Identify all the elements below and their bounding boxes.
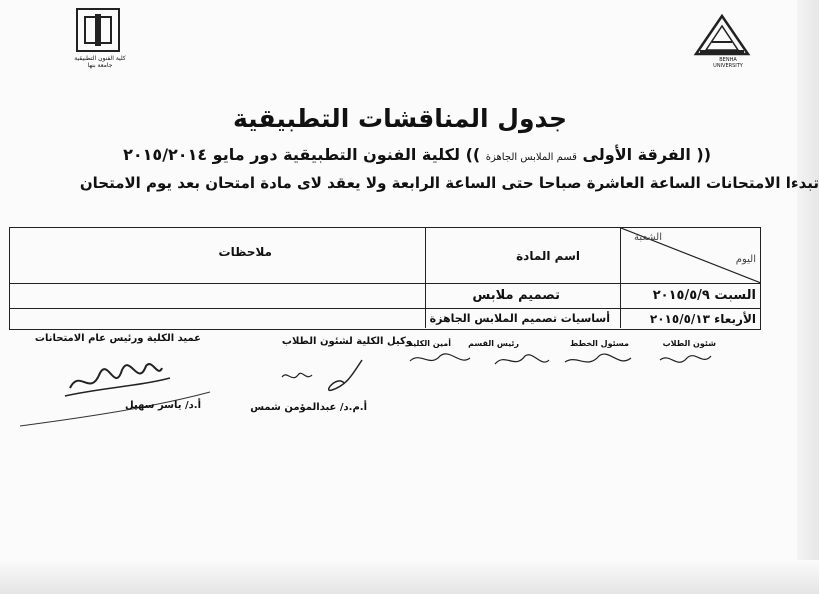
schedule-table (9, 227, 761, 330)
dean-signature (20, 348, 215, 428)
page-title: جدول المناقشات التطبيقية (232, 104, 567, 133)
subtitle (51, 145, 711, 164)
table-header-divider (10, 283, 760, 284)
vice-dean-label: وكيل الكلية لشئون الطلاب (281, 336, 412, 347)
header-subject: اسم المادة (516, 249, 580, 263)
dept-head-label: رئيس القسم (468, 339, 519, 348)
subtitle-close-bracket: )) (465, 145, 481, 164)
subtitle-group: الفرقة الأولى (582, 145, 691, 164)
plan-officer-label: مسئول الخطط (570, 339, 629, 348)
subtitle-open-bracket: (( (696, 145, 711, 164)
header-day: اليوم (735, 254, 756, 265)
committee-signatures (405, 346, 725, 376)
scan-edge-bottom (0, 560, 819, 594)
header-section: الشعبة (634, 232, 662, 243)
university-logo (692, 14, 752, 69)
subtitle-rest: لكلية الفنون التطبيقية دور مايو ٢٠١٥/٢٠١٤ (123, 145, 460, 164)
student-affairs-label: شئون الطلاب (662, 339, 716, 348)
vice-dean-signature (262, 355, 382, 395)
university-logo-caption: BENHA UNIVERSITY (713, 57, 743, 69)
row-2-day: الأربعاء ٢٠١٥/٥/١٣ (649, 312, 756, 326)
university-logo-mark (692, 14, 752, 58)
faculty-logo-mark (76, 8, 120, 52)
faculty-logo (70, 8, 130, 70)
row-1-day: السبت ٢٠١٥/٥/٩ (652, 288, 756, 303)
dean-label: عميد الكلية ورئيس عام الامتحانات (34, 333, 201, 344)
dean-name: أ.د/ ياسر سهيل (125, 400, 201, 411)
faculty-logo-caption: كلية الفنون التطبيقية جامعة بنها (74, 55, 126, 69)
scan-edge-right (797, 0, 819, 594)
college-secretary-label: أمين الكلية (408, 339, 451, 348)
row-1-subject: تصميم ملابس (472, 288, 560, 303)
subtitle-department: قسم الملابس الجاهزة (485, 152, 577, 163)
table-divider-subject (425, 228, 426, 328)
row-2-subject: أساسيات تصميم الملابس الجاهزة (429, 312, 610, 325)
vice-dean-name: أ.م.د/ عبدالمؤمن شمس (250, 402, 367, 413)
table-row-divider (10, 308, 760, 309)
header-notes: ملاحظات (218, 245, 272, 259)
exam-time-note: تبدءا الامتحانات الساعة العاشرة صباحا حتى الساعة الرابعة ولا يعقد لاى مادة امتحان بعد يوم الامتحان (79, 174, 819, 192)
